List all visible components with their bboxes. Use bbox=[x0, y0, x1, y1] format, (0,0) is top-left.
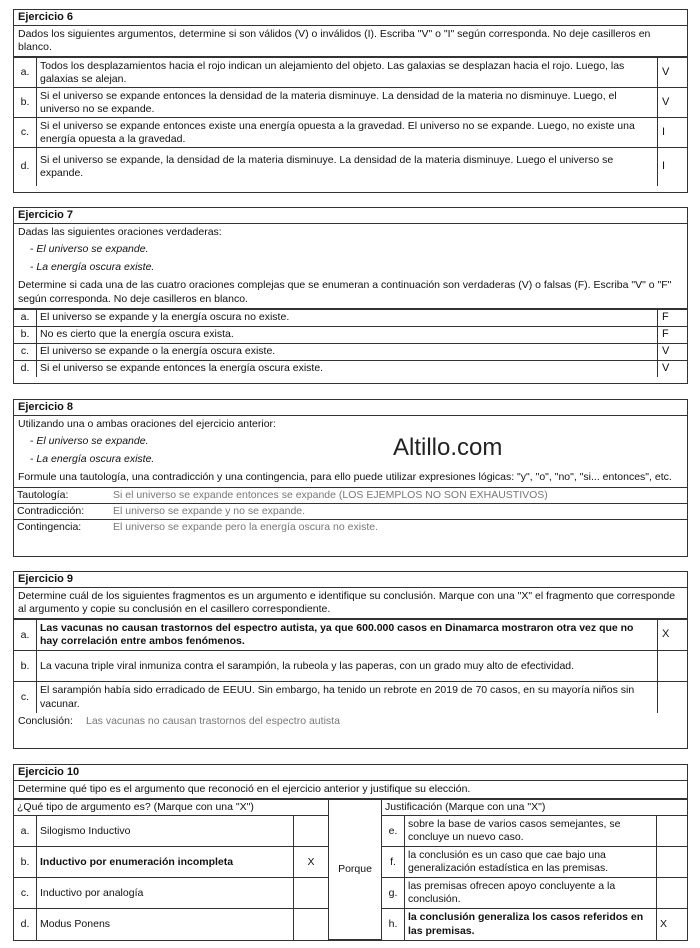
exercise-6 bbox=[13, 9, 688, 193]
porque-label: Porque bbox=[329, 800, 382, 940]
answer-cell[interactable]: V bbox=[658, 58, 688, 88]
row-text: La vacuna triple viral inmuniza contra el sarampión, la rubeola y las paperas, con un grado muy alto de efectividad. bbox=[37, 651, 658, 682]
tautology-label: Tautología: bbox=[17, 488, 69, 501]
answer-cell[interactable] bbox=[657, 878, 688, 909]
given-sentence: - El universo se expande. bbox=[30, 243, 149, 256]
exercise-8-instructions-2: Formule una tautología, una contradicción y una contingencia, para ello puede utilizar expresiones lógicas: "y", "o", "no", "si... entonces", etc. bbox=[18, 471, 672, 484]
row-letter: g. bbox=[382, 878, 405, 909]
exercise-6-table bbox=[14, 57, 687, 186]
exercise-10-instructions: Determine qué tipo es el argumento que reconoció en el ejercicio anterior y justifique su elección. bbox=[14, 781, 687, 799]
answer-cell[interactable]: V bbox=[658, 88, 688, 118]
row-text: Todos los desplazamientos hacia el rojo indican un alejamiento del objeto. Las galaxias se desplazan hacia el rojo. Luego, las galaxias se alejan. bbox=[37, 58, 658, 88]
row-letter: b. bbox=[14, 847, 37, 878]
answer-cell[interactable]: I bbox=[658, 118, 688, 148]
row-letter: c. bbox=[14, 878, 37, 909]
row-letter: c. bbox=[14, 343, 37, 360]
contingency-label: Contingencia: bbox=[17, 520, 82, 533]
row-letter: c. bbox=[14, 682, 37, 713]
exercise-6-instructions: Dados los siguientes argumentos, determine si son válidos (V) o inválidos (I). Escriba "V" o "I" según corresponda. No deje casilleros en blanco. bbox=[14, 26, 687, 57]
row-letter: a. bbox=[14, 309, 37, 326]
exercise-8 bbox=[13, 399, 688, 557]
row-letter: c. bbox=[14, 118, 37, 148]
exercise-10-title: Ejercicio 10 bbox=[14, 765, 687, 781]
exercise-10-table bbox=[14, 799, 687, 940]
answer-cell[interactable] bbox=[657, 816, 688, 847]
row-text: Si el universo se expande entonces la energía oscura existe. bbox=[37, 360, 658, 377]
given-sentence: - La energía oscura existe. bbox=[30, 453, 155, 466]
answer-cell[interactable] bbox=[294, 816, 329, 847]
answer-cell[interactable]: X bbox=[294, 847, 329, 878]
answer-cell[interactable] bbox=[658, 682, 688, 713]
exercise-9-table bbox=[14, 619, 687, 713]
tautology-answer[interactable]: Si el universo se expande entonces se expande (LOS EJEMPLOS NO SON EXHAUSTIVOS) bbox=[113, 488, 548, 501]
answer-cell[interactable]: I bbox=[658, 148, 688, 186]
row-text: El sarampión había sido erradicado de EEUU. Sin embargo, ha tenido un rebrote en 2019 de 70 casos, en su mayoría niños sin vacunar. bbox=[37, 682, 658, 713]
row-text: El universo se expande y la energía oscura no existe. bbox=[37, 309, 658, 326]
answer-cell[interactable] bbox=[658, 651, 688, 682]
type-option: Inductivo por enumeración incompleta bbox=[37, 847, 294, 878]
row-text: Si el universo se expande entonces existe una energía opuesta a la gravedad. El universo no se expande. Luego, no existe una energía opuesta a la gravedad. bbox=[37, 118, 658, 148]
row-letter: d. bbox=[14, 148, 37, 186]
conclusion-row bbox=[14, 713, 687, 730]
exercise-7-title: Ejercicio 7 bbox=[14, 208, 687, 224]
row-letter: b. bbox=[14, 88, 37, 118]
justification-option: la conclusión generaliza los casos referidos en las premisas. bbox=[405, 909, 657, 940]
justification-option: la conclusión es un caso que cae bajo una generalización estadística en las premisas. bbox=[405, 847, 657, 878]
exercise-9-title: Ejercicio 9 bbox=[14, 572, 687, 588]
exercise-9 bbox=[13, 571, 688, 749]
justification-option: las premisas ofrecen apoyo concluyente a la conclusión. bbox=[405, 878, 657, 909]
exercise-7-table bbox=[14, 309, 687, 378]
type-option: Modus Ponens bbox=[37, 909, 294, 940]
row-text: No es cierto que la energía oscura exista. bbox=[37, 326, 658, 343]
exercise-10 bbox=[13, 764, 688, 941]
contradiction-row bbox=[14, 503, 687, 519]
tautology-row bbox=[14, 487, 687, 503]
row-text: Si el universo se expande, la densidad de la materia disminuye. La densidad de la materia disminuye. Luego el universo se expande. bbox=[37, 148, 658, 186]
contradiction-answer[interactable]: El universo se expande y no se expande. bbox=[113, 504, 306, 517]
justification-header: Justificación (Marque con una "X") bbox=[382, 800, 688, 816]
row-text: Las vacunas no causan trastornos del espectro autista, ya que 600.000 casos en Dinamarca mostraron otra vez que no hay correlación entre ambos fenómenos. bbox=[37, 620, 658, 651]
exercise-6-title: Ejercicio 6 bbox=[14, 10, 687, 26]
answer-cell[interactable] bbox=[657, 847, 688, 878]
answer-cell[interactable]: X bbox=[658, 620, 688, 651]
row-letter: a. bbox=[14, 816, 37, 847]
answer-cell[interactable]: X bbox=[657, 909, 688, 940]
exercise-7-instructions-2: Determine si cada una de las cuatro oraciones complejas que se enumeran a continuación son verdaderas (V) o falsas (F). Escriba "V" o "F" según corresponda. No deje casilleros en blanco. bbox=[14, 275, 687, 308]
row-text: Si el universo se expande entonces la densidad de la materia disminuye. La densidad de la materia no disminuye. Luego, el universo no se expande. bbox=[37, 88, 658, 118]
answer-cell[interactable] bbox=[294, 909, 329, 940]
given-sentence: - El universo se expande. bbox=[30, 435, 149, 448]
contingency-row bbox=[14, 519, 687, 535]
row-letter: f. bbox=[382, 847, 405, 878]
row-letter: a. bbox=[14, 620, 37, 651]
row-letter: e. bbox=[382, 816, 405, 847]
exercise-7 bbox=[13, 207, 688, 384]
conclusion-answer[interactable]: Las vacunas no causan trastornos del espectro autista bbox=[86, 714, 340, 727]
justification-option: sobre la base de varios casos semejantes, se concluye un nuevo caso. bbox=[405, 816, 657, 847]
contingency-answer[interactable]: El universo se expande pero la energía oscura no existe. bbox=[113, 520, 378, 533]
exercise-9-instructions: Determine cuál de los siguientes fragmentos es un argumento e identifique su conclusión. Marque con una "X" el fragmento que corresponde al argumento y copie su conclusión en el casillero correspondiente. bbox=[14, 588, 687, 619]
answer-cell[interactable]: V bbox=[658, 343, 688, 360]
type-option: Inductivo por analogía bbox=[37, 878, 294, 909]
type-option: Silogismo Inductivo bbox=[37, 816, 294, 847]
row-letter: d. bbox=[14, 360, 37, 377]
row-letter: h. bbox=[382, 909, 405, 940]
watermark-text: Altillo.com bbox=[393, 434, 503, 461]
answer-cell[interactable]: F bbox=[658, 326, 688, 343]
row-letter: d. bbox=[14, 909, 37, 940]
conclusion-label: Conclusión: bbox=[18, 714, 73, 727]
contradiction-label: Contradicción: bbox=[17, 504, 85, 517]
exercise-8-instructions: Utilizando una o ambas oraciones del ejercicio anterior: bbox=[18, 418, 276, 430]
answer-cell[interactable] bbox=[294, 878, 329, 909]
answer-cell[interactable]: V bbox=[658, 360, 688, 377]
exercise-7-instructions: Dadas las siguientes oraciones verdaderas: bbox=[18, 226, 222, 238]
row-letter: b. bbox=[14, 326, 37, 343]
answer-cell[interactable]: F bbox=[658, 309, 688, 326]
row-letter: a. bbox=[14, 58, 37, 88]
row-letter: b. bbox=[14, 651, 37, 682]
exercise-8-title: Ejercicio 8 bbox=[14, 400, 687, 416]
given-sentence: - La energía oscura existe. bbox=[30, 261, 155, 274]
row-text: El universo se expande o la energía oscura existe. bbox=[37, 343, 658, 360]
type-header: ¿Qué tipo de argumento es? (Marque con una "X") bbox=[14, 800, 329, 816]
